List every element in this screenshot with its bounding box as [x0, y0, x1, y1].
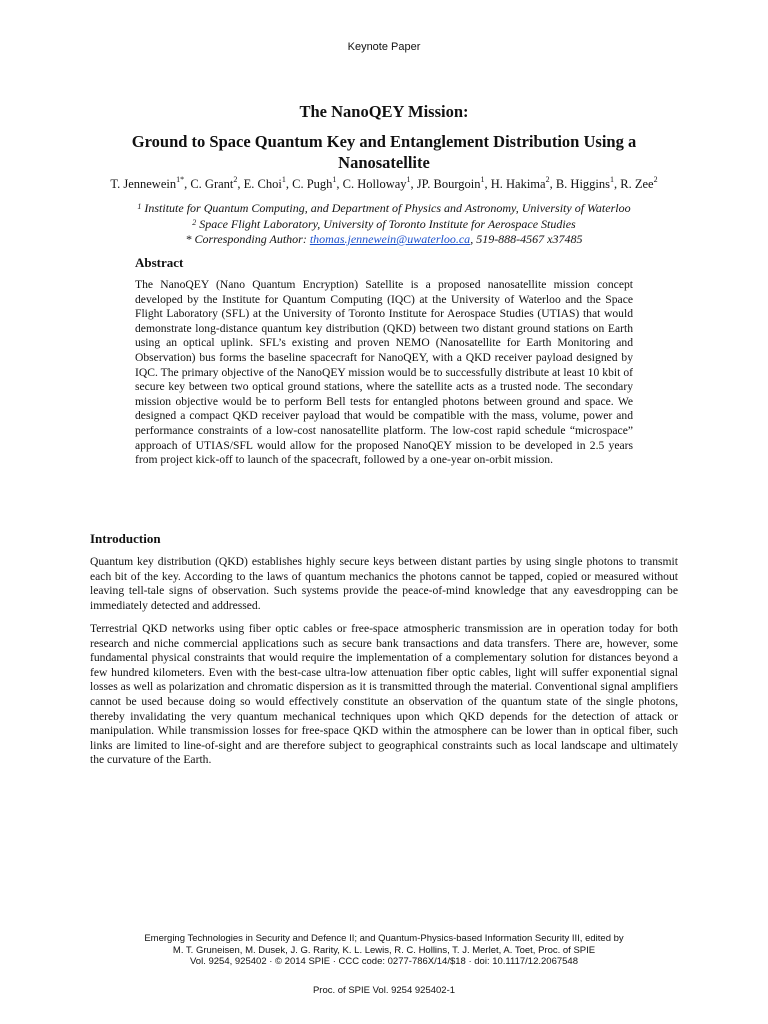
author-name: JP. Bourgoin — [416, 177, 481, 191]
citation-line-1: Emerging Technologies in Security and Defence II; and Quantum-Physics-based Information Security III, edited by — [144, 933, 624, 944]
corresponding-author: * Corresponding Author: thomas.jennewein@uwaterloo.ca, 519-888-4567 x37485 — [185, 232, 583, 246]
introduction-paragraph-1: Quantum key distribution (QKD) establishes highly secure keys between distant parties by using single photons to transmit each bit of the key. According to the laws of quantum mechanics the photons cannot be tapped, copied or measured without leaving tell-tale signs of observation. Such systems provide the peace-of-mind knowledge that any eavesdropping can be immediately detected and addressed. — [90, 555, 678, 612]
affiliation-2: $^2$ Space Flight Laboratory, University of Toronto Institute for Aerospace Studies — [192, 216, 576, 231]
author-affiliation-marker: 1 — [480, 175, 485, 184]
author-affiliation-marker: 1 — [406, 175, 411, 184]
affiliation-1: $^1$ Institute for Quantum Computing, and Department of Physics and Astronomy, University of Waterloo — [137, 201, 631, 215]
author-affiliation-marker: 1 — [281, 175, 286, 184]
citation-footer — [0, 933, 768, 968]
introduction-heading: Introduction — [90, 531, 161, 546]
paper-title: The NanoQEY Mission: — [299, 102, 469, 121]
author-affiliation-marker: 2 — [233, 175, 238, 184]
author-affiliation-marker: 2 — [545, 175, 550, 184]
author-affiliation-marker: 2 — [653, 175, 658, 184]
affiliations — [0, 201, 768, 248]
author-name: R. Zee — [620, 177, 654, 191]
author-affiliation-marker: 1* — [176, 175, 185, 184]
abstract-body: The NanoQEY (Nano Quantum Encryption) Satellite is a proposed nanosatellite mission concept developed by the Institute for Quantum Computing (IQC) at the University of Waterloo and the Space Flight Laboratory (SFL) at the University of Toronto Institute for Aerospace Studies (UTIAS) that would demonstrate long-distance quantum key distribution (QKD) between two distant ground stations on Earth using an optical uplink. SFL’s existing and proven NEMO (Nanosatellite for Earth Monitoring and Observation) bus forms the baseline spacecraft for NanoQEY, with a QKD receiver payload designed by IQC. The primary objective of the NanoQEY mission would be to successfully distribute at least 10 kbit of secure key between two optical ground stations, where the satellite acts as a trusted node. The secondary mission objective would be to perform Bell tests for entangled photons between ground and space. We designed a compact QKD receiver payload that would be compatible with the mass, volume, power and performance constraints of a low-cost nanosatellite platform. The low-cost rapid schedule “microspace” approach of UTIAS/SFL would allow for the proposed NanoQEY mission to be developed in 2.5 years from project kick-off to launch of the spacecraft, followed by a one-year on-orbit mission. — [135, 278, 633, 467]
author-name: T. Jennewein — [110, 177, 177, 191]
author-list: T. Jennewein$^{1*}$, C. Grant$^2$, E. Choi$^1$, C. Pugh$^1$, C. Holloway$^1$, JP. Bourgoin$^1$, H. Hakima$^2$, B. Higgins$^1$, R. Zee$^2$ — [110, 175, 658, 191]
citation-line-3: Vol. 9254, 925402 · © 2014 SPIE · CCC code: 0277-786X/14/$18 · doi: 10.1117/12.2067548 — [190, 956, 578, 967]
author-name: C. Holloway — [342, 177, 407, 191]
email-link[interactable]: thomas.jennewein@uwaterloo.ca — [309, 232, 471, 246]
author-name: C. Pugh — [292, 177, 333, 191]
author-name: E. Choi — [243, 177, 282, 191]
author-affiliation-marker: 1 — [332, 175, 337, 184]
paper-subtitle: Ground to Space Quantum Key and Entanglement Distribution Using a Nanosatellite — [131, 132, 637, 172]
author-name: H. Hakima — [490, 177, 546, 191]
page-number: Proc. of SPIE Vol. 9254 925402-1 — [312, 985, 456, 996]
abstract-heading: Abstract — [135, 255, 184, 270]
citation-line-2: M. T. Gruneisen, M. Dusek, J. G. Rarity, K. L. Lewis, R. C. Hollins, T. J. Merlet, A. Toet, Proc. of SPIE — [172, 944, 596, 956]
introduction-paragraph-2: Terrestrial QKD networks using fiber optic cables or free-space atmospheric transmission are in operation today for both research and niche commercial applications such as secure bank transactions and data transfers. There are, however, some fundamental physical constraints that would require the implementation of a complementary solution for distances beyond a few hundred kilometers. Even with the best-case ultra-low attenuation fiber optic cables, light will suffer exponential signal losses as well as polarization and chromatic dispersion as it is transmitted through the material. Conventional signal amplifiers cannot be used because doing so would effectively constitute an observation of the quantum state of the single photons, thereby invalidating the very quantum mechanical techniques upon which QKD depends for the detection of attack or manipulation. While transmission losses for free-space QKD within the atmosphere can be lower than in optical fiber, such links are limited to line-of-sight and are therefore subject to geographical constraints such as local landscape and ultimately the curvature of the Earth. — [90, 622, 678, 767]
author-name: B. Higgins — [555, 177, 611, 191]
author-name: C. Grant — [190, 177, 234, 191]
keynote-label: Keynote Paper — [347, 41, 421, 53]
author-affiliation-marker: 1 — [610, 175, 615, 184]
